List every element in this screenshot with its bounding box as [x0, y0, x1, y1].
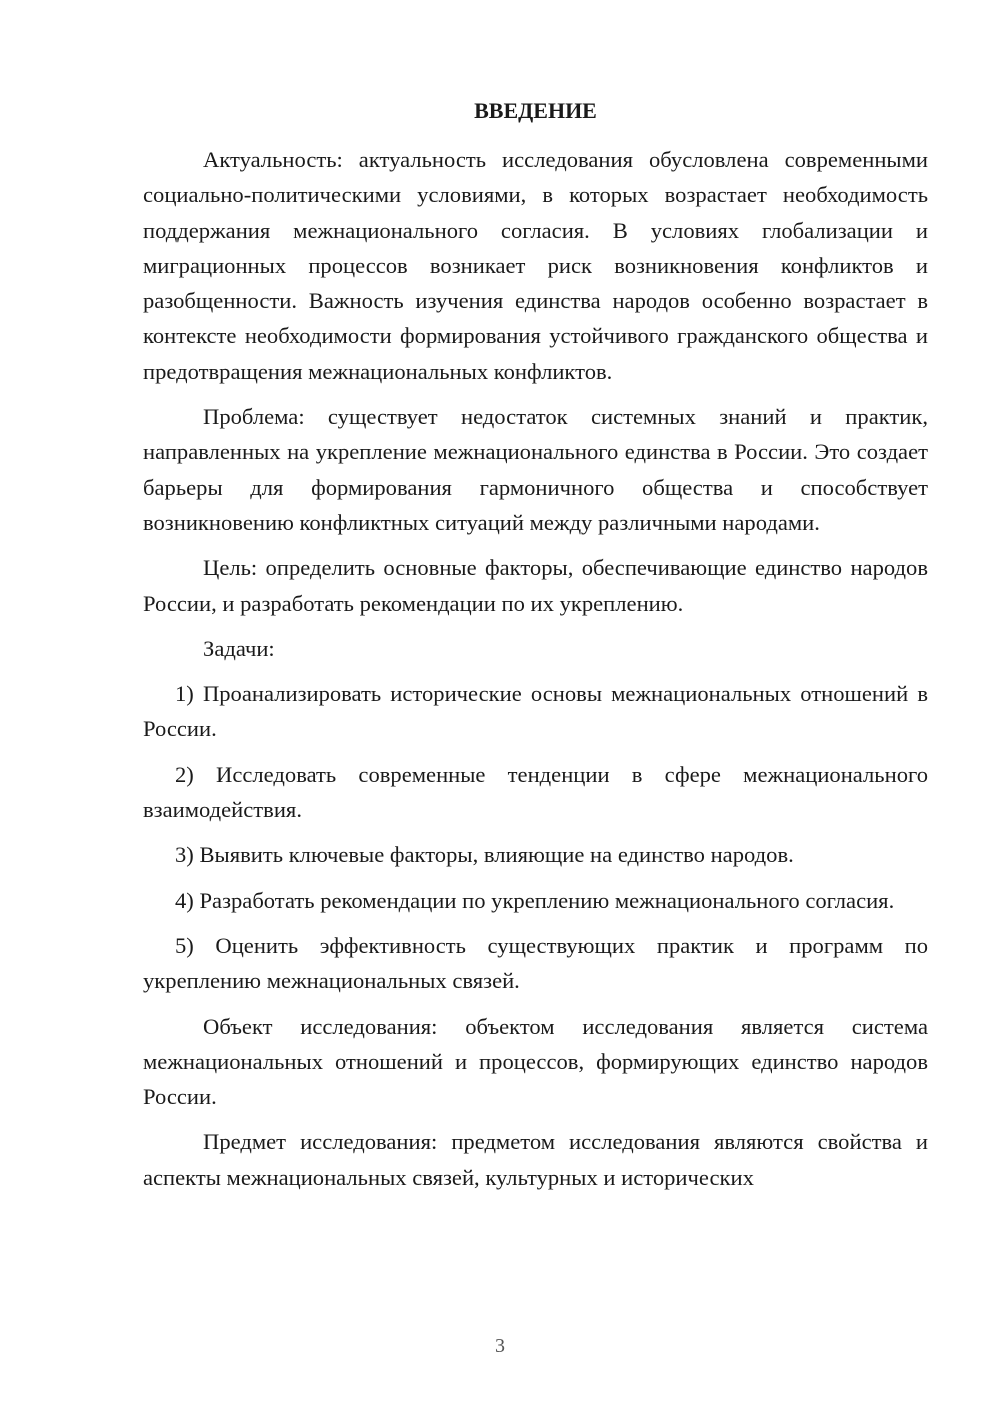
- paragraph-subject: Предмет исследования: предметом исследования являются свойства и аспекты межнациональных связей, культурных и исторических: [143, 1129, 928, 1190]
- task-item-4: 4) Разработать рекомендации по укреплению межнационального согласия.: [175, 887, 895, 913]
- tasks-heading: Задачи:: [203, 635, 275, 661]
- task-item-1: 1) Проанализировать исторические основы межнациональных отношений в России.: [143, 681, 928, 742]
- document-body: [143, 142, 928, 1205]
- task-item-3: 3) Выявить ключевые факторы, влияющие на единство народов.: [175, 842, 794, 868]
- page-number: 3: [495, 1335, 505, 1357]
- paragraph-goal: Цель: определить основные факторы, обеспечивающие единство народов России, и разработать рекомендации по их укреплению.: [143, 555, 928, 616]
- task-item-5: 5) Оценить эффективность существующих практик и программ по укреплению межнациональных связей.: [143, 932, 928, 994]
- page-title: ВВЕДЕНИЕ: [474, 98, 597, 123]
- paragraph-relevance: Актуальность: актуальность исследования обусловлена современными социально-политическими условиями, в которых возрастает необходимость поддержания межнационального согласия. В условиях глобализации и миграционных процессов возникает риск возникновения конфликтов и разобщенности. Важность изучения единства народов особенно возрастает в контексте необходимости формирования устойчивого гражданского общества и предотвращения межнациональных конфликтов.: [143, 147, 928, 384]
- paragraph-problem: Проблема: существует недостаток системных знаний и практик, направленных на укрепление межнационального единства в России. Это создает барьеры для формирования гармоничного общества и способствует возникновению конфликтных ситуаций между различными народами.: [143, 404, 928, 535]
- task-item-2: 2) Исследовать современные тенденции в сфере межнационального взаимодействия.: [143, 761, 928, 823]
- paragraph-object: Объект исследования: объектом исследования является система межнациональных отношений и процессов, формирующих единство народов России.: [143, 1013, 928, 1110]
